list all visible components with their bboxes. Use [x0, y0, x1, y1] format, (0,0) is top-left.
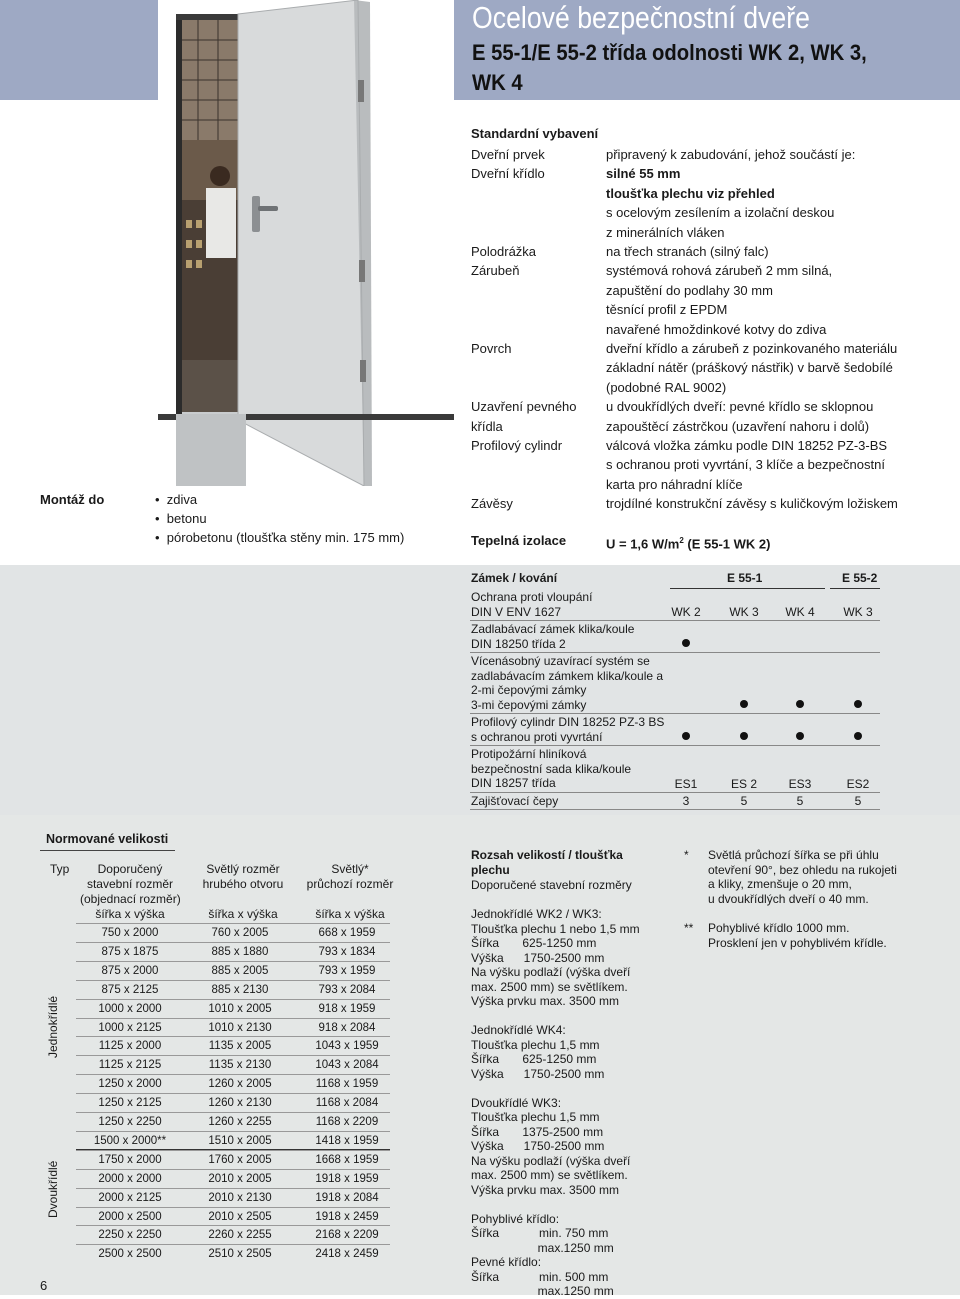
size-cell: 1260 x 2130 [208, 1097, 272, 1110]
lock-row-label: bezpečnostní sada klika/koule [471, 761, 632, 776]
range-line: max. 2500 mm) se světlíkem. [471, 979, 628, 994]
standard-label: Závěsy [471, 496, 513, 512]
range-line: Pohyblivé křídlo: [471, 1211, 560, 1226]
size-cell: 1750 x 2000 [98, 1153, 162, 1166]
size-cell: 1250 x 2000 [98, 1078, 162, 1091]
standard-value: na třech stranách (silný falc) [606, 244, 769, 259]
range-line: max.1250 mm [471, 1240, 614, 1255]
lock-row-label: 3-mi čepovými zámky [471, 697, 587, 712]
size-cell: 750 x 2000 [101, 927, 159, 939]
bullet-icon: • [155, 492, 167, 507]
bullet-dot-icon [740, 732, 748, 740]
size-cell: 2510 x 2505 [208, 1248, 272, 1261]
bullet-dot-icon [796, 700, 804, 708]
size-cell: 1135 x 2130 [208, 1059, 272, 1072]
page-title: Ocelové bezpečnostní dveře [472, 0, 810, 35]
size-cell: 875 x 2125 [101, 983, 159, 996]
lock-cell: ES3 [788, 776, 812, 791]
bullet-dot-icon [796, 732, 804, 740]
size-cell: 1168 x 2209 [315, 1116, 379, 1128]
range-line: Výška prvku max. 3500 mm [471, 1182, 620, 1197]
range-line: Jednokřídlé WK2 / WK3: [471, 907, 602, 921]
note-mark: ** [684, 921, 694, 935]
thermal-label: Tepelná izolace [471, 533, 567, 548]
thermal-value: U = 1,6 $W/m^2$ (E 55-1 WK 2) [606, 536, 771, 552]
range-line: Pevné křídlo: [471, 1255, 542, 1269]
sizes-rule [40, 850, 175, 851]
standard-label: Povrch [471, 341, 512, 356]
size-cell: 2010 x 2005 [208, 1172, 272, 1185]
size-cell: 885 x 2130 [211, 983, 269, 996]
standard-value: tloušťka plechu viz přehled [606, 185, 775, 201]
range-line: Šířka 1375-2500 mm [471, 1124, 604, 1139]
lock-row-label: Vícenásobný uzavírací systém se [471, 654, 650, 668]
size-cell: 793 x 1834 [318, 945, 376, 958]
size-cell: 1125 x 2000 [98, 1040, 162, 1053]
note-line: otevření 90°, bez ohledu na rukojeti [708, 862, 897, 877]
range-line: Na výšku podlaží (výška dveří [471, 1153, 631, 1168]
size-cell: 2000 x 2125 [98, 1191, 162, 1204]
standard-value: systémová rohová zárubeň 2 mm silná, [606, 263, 833, 279]
standard-value: základní nátěr (práškový nástřik) v barvě šedobílé [606, 360, 893, 376]
size-header: Doporučený [97, 862, 163, 876]
size-cell: 1000 x 2125 [98, 1021, 162, 1034]
group-e55-2: E 55-2 [842, 571, 878, 585]
size-cell: 1043 x 1959 [315, 1040, 379, 1053]
size-cell: 885 x 2005 [211, 964, 269, 977]
size-cell: 1168 x 2084 [315, 1097, 379, 1110]
standard-label: Dveřní křídlo [471, 166, 545, 182]
standard-label: křídla [471, 418, 503, 434]
standard-value: válcová vložka zámku podle DIN 18252 PZ-3-BS [606, 438, 888, 453]
page-subtitle: E 55-1/E 55-2 třída odolnosti WK 2, WK 3, WK 4 [472, 40, 867, 95]
size-header: šířka x výška [95, 907, 165, 921]
standard-value: karta pro náhradní klíče [606, 476, 743, 492]
lock-cell: ES1 [674, 776, 698, 791]
standard-label: Polodrážka [471, 244, 537, 259]
single-leaf-label: Jednokřídlé [46, 995, 60, 1058]
standard-label: Uzavření pevného [471, 399, 577, 415]
size-cell: 1125 x 2125 [98, 1059, 162, 1072]
size-cell: 2000 x 2500 [98, 1210, 162, 1223]
bullet-dot-icon [740, 700, 748, 708]
lock-cell: WK 4 [785, 605, 815, 619]
bullet-dot-icon [682, 639, 690, 647]
row-rule [470, 620, 880, 621]
lock-row-label: DIN V ENV 1627 [471, 604, 562, 619]
size-cell: 1668 x 1959 [315, 1153, 379, 1166]
size-cell: 2418 x 2459 [315, 1248, 379, 1261]
size-cell: 793 x 2084 [318, 983, 376, 996]
bullet-dot-icon [682, 732, 690, 740]
size-cell: 2250 x 2250 [98, 1229, 162, 1242]
size-cell: 1260 x 2005 [208, 1078, 272, 1091]
standard-label: Profilový cylindr [471, 438, 563, 453]
size-cell: 1010 x 2005 [208, 1002, 272, 1015]
size-cell: 1510 x 2005 [208, 1134, 272, 1147]
size-header: šířka x výška [315, 907, 385, 921]
lock-row-label: Zadlabávací zámek klika/koule [471, 622, 635, 636]
bullet-dot-icon [854, 732, 862, 740]
size-header: stavební rozměr [86, 877, 174, 891]
range-line: Výška 1750-2500 mm [471, 950, 605, 965]
standard-value: připravený k zabudování, jehož součástí je: [606, 147, 856, 162]
lock-row-label: Ochrana proti vloupání [471, 590, 593, 604]
mounting-item: • pórobetonu (tloušťka stěny min. 175 mm) [155, 530, 405, 545]
standard-value: těsnící profil z EPDM [606, 302, 728, 318]
mounting-item: • zdiva [155, 492, 198, 507]
size-cell: 1250 x 2250 [98, 1116, 162, 1128]
range-line: Tloušťka plechu 1,5 mm [471, 1110, 600, 1124]
standard-label: Dveřní prvek [471, 147, 545, 162]
range-line: max. 2500 mm) se světlíkem. [471, 1168, 628, 1182]
size-cell: 1135 x 2005 [208, 1040, 272, 1053]
lock-row-label: 2-mi čepovými zámky [471, 683, 587, 697]
range-line: Šířka min. 750 mm [471, 1226, 609, 1240]
sizes-heading: Normované velikosti [46, 832, 169, 846]
range-line: Na výšku podlaží (výška dveří [471, 965, 631, 979]
standard-value: silné 55 mm [606, 166, 681, 182]
standard-value: navařené hmoždinkové kotvy do zdiva [606, 321, 827, 337]
size-cell: 2168 x 2209 [315, 1229, 379, 1242]
range-line: Doporučené stavební rozměry [471, 878, 632, 892]
size-cell: 2000 x 2000 [98, 1172, 162, 1185]
range-line: Jednokřídlé WK4: [471, 1023, 566, 1037]
size-header: šířka x výška [208, 907, 278, 921]
size-cell: 885 x 1880 [211, 945, 269, 958]
double-leaf-label: Dvoukřídlé [46, 1160, 60, 1218]
page-number: 6 [40, 1278, 48, 1293]
lock-row-label: zadlabávacím zámkem klika/koule a [471, 668, 664, 683]
range-heading-2: plechu [471, 863, 510, 877]
size-cell: 1918 x 2459 [315, 1210, 379, 1223]
size-header: (objednací rozměr) [80, 892, 181, 906]
size-header: Světlý rozměr [206, 862, 280, 876]
note-line: Pohyblivé křídlo 1000 mm. [708, 921, 850, 935]
lock-cell: 5 [796, 794, 804, 808]
standard-value: s ocelovým zesílením a izolační deskou [606, 205, 835, 221]
range-line: Tloušťka plechu 1,5 mm [471, 1037, 600, 1052]
size-cell: 1760 x 2005 [208, 1153, 272, 1166]
lock-cell: ES 2 [730, 776, 757, 791]
lock-cell: 5 [854, 794, 862, 808]
size-cell: 2010 x 2505 [208, 1210, 272, 1223]
size-cell: 1918 x 1959 [315, 1172, 379, 1185]
lock-row-label: Zajišťovací čepy [471, 793, 559, 808]
size-cell: 1250 x 2125 [98, 1097, 162, 1110]
lock-row-label: s ochranou proti vyvrtání [471, 729, 603, 744]
group-e55-1: E 55-1 [727, 571, 763, 585]
size-cell: 793 x 1959 [318, 964, 376, 977]
size-cell: 1000 x 2000 [98, 1002, 162, 1015]
range-heading-1: Rozsah velikostí / tloušťka [471, 848, 623, 862]
range-line: Výška 1750-2500 mm [471, 1066, 605, 1081]
group-rule [670, 588, 825, 589]
size-cell: 1260 x 2255 [208, 1116, 272, 1128]
size-header: hrubého otvoru [202, 877, 284, 891]
size-header: Světlý* [331, 862, 369, 876]
mounting-item: • betonu [155, 511, 207, 526]
lock-row-label: DIN 18250 třída 2 [471, 636, 566, 651]
range-line: Šířka min. 500 mm [471, 1269, 609, 1284]
standard-value: u dvoukřídlých dveří: pevné křídlo se sklopnou [606, 399, 874, 415]
lock-cell: 5 [740, 794, 748, 808]
standard-label: Zárubeň [471, 263, 520, 279]
size-cell: 1168 x 1959 [315, 1078, 379, 1091]
size-cell: 1043 x 2084 [315, 1059, 379, 1072]
lock-heading: Zámek / kování [471, 571, 558, 585]
note-line: Světlá průchozí šířka se při úhlu [708, 848, 879, 862]
divider-rule [76, 1149, 390, 1150]
group-rule [830, 588, 880, 589]
lock-row-label: Protipožární hliníková [471, 747, 587, 761]
standard-value: z minerálních vláken [606, 224, 725, 240]
lock-cell: ES2 [846, 776, 870, 791]
note-line: a kliky, zmenšuje o 20 mm, [708, 877, 852, 891]
size-cell: 918 x 1959 [318, 1002, 376, 1015]
size-cell: 760 x 2005 [211, 927, 269, 939]
lock-cell: WK 2 [671, 605, 701, 619]
row-rule [470, 745, 880, 746]
size-cell: 2260 x 2255 [208, 1229, 272, 1242]
row-rule [470, 809, 880, 810]
mounting-label: Montáž do [40, 492, 105, 507]
range-line: Výška prvku max. 3500 mm [471, 994, 620, 1008]
range-line: Tloušťka plechu 1 nebo 1,5 mm [471, 921, 640, 936]
lock-cell: WK 3 [729, 605, 759, 619]
standard-value: trojdílné konstrukční závěsy s kuličkovým ložiskem [606, 496, 898, 512]
standard-value: dveřní křídlo a zárubeň z pozinkovaného materiálu [606, 341, 898, 356]
bullet-icon: • [155, 530, 167, 545]
range-line: Dvoukřídlé WK3: [471, 1095, 562, 1110]
size-cell: 668 x 1959 [318, 927, 376, 939]
bullet-dot-icon [854, 700, 862, 708]
range-line: Šířka 625-1250 mm [471, 1052, 597, 1066]
size-cell: 918 x 2084 [318, 1021, 376, 1034]
size-cell: 2500 x 2500 [98, 1248, 162, 1261]
size-header: průchozí rozměr [306, 877, 394, 891]
lock-row-label: DIN 18257 třída [471, 776, 556, 790]
note-line: u dvoukřídlých dveří o 40 mm. [708, 891, 869, 906]
size-cell: 1418 x 1959 [315, 1134, 379, 1147]
standard-value: zapuštění do podlahy 30 mm [606, 282, 773, 298]
lock-row-label: Profilový cylindr DIN 18252 PZ-3 BS [471, 715, 665, 729]
standard-value: zapouštěcí zástrčkou (uzavření nahoru i dolů) [606, 418, 870, 434]
lock-cell: 3 [682, 794, 690, 808]
standard-value: s ochranou proti vyvrtání, 3 klíče a bezpečnostní [606, 457, 885, 473]
lock-cell: WK 3 [843, 605, 873, 619]
size-cell: 875 x 2000 [101, 964, 159, 977]
standard-heading: Standardní vybavení [471, 126, 599, 141]
door-photo [158, 0, 454, 486]
row-rule [470, 652, 880, 653]
range-line: Výška 1750-2500 mm [471, 1139, 605, 1153]
row-rule [470, 713, 880, 714]
size-cell: 1500 x 2000** [93, 1134, 167, 1147]
note-line: Prosklení jen v pohyblivém křídle. [708, 935, 887, 950]
bullet-icon: • [155, 511, 167, 526]
standard-value: (podobné RAL 9002) [606, 379, 727, 395]
size-cell: 875 x 1875 [101, 945, 159, 958]
size-cell: 2010 x 2130 [208, 1191, 272, 1204]
note-mark: * [684, 848, 689, 862]
size-cell: 1010 x 2130 [208, 1021, 272, 1034]
size-cell: 1918 x 2084 [315, 1191, 379, 1204]
range-line: Šířka 625-1250 mm [471, 936, 597, 950]
col-typ: Typ [50, 862, 70, 876]
range-line: max.1250 mm [471, 1284, 614, 1298]
